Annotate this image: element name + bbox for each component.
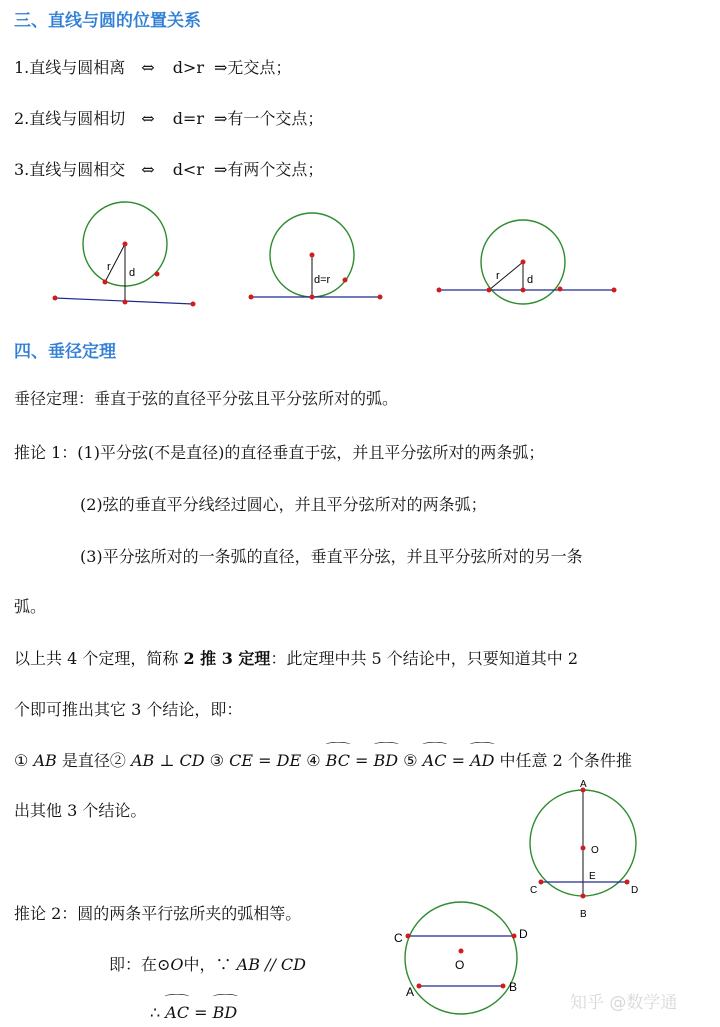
fig5-label-c: C xyxy=(394,931,403,945)
fig4-label-a: A xyxy=(580,779,587,790)
corollary-1-line-4: 弧。 xyxy=(14,597,47,616)
fig1-r-label: r xyxy=(107,261,111,273)
section-4-title: 四、垂径定理 xyxy=(14,342,116,362)
fig4-label-o: O xyxy=(591,845,599,856)
figure-perpendicular-diameter xyxy=(530,779,638,920)
fig5-label-d: D xyxy=(519,927,528,941)
fig4-label-b: B xyxy=(580,909,587,920)
figure-intersect xyxy=(437,220,617,304)
summary-line-2: 个即可推出其它 3 个结论，即： xyxy=(14,700,243,719)
corollary-1-line-2: (2)弦的垂直平分线经过圆心，并且平分弦所对的两条弧； xyxy=(80,495,487,514)
figure-parallel-chords xyxy=(394,902,528,1014)
conditions-line: ① AB 是直径② AB ⊥ CD ③ CE = DE ④ ⌒ BC = ⌒ BD ⑤ ⌒ AC = ⌒ AD 中任意 2 个条件推 xyxy=(14,748,632,771)
figure-tangent xyxy=(249,213,383,300)
conditions-line-2: 出其他 3 个结论。 xyxy=(14,801,147,820)
corollary-2-conclusion: ∴ ⌒ AC = ⌒ BD xyxy=(150,1003,237,1022)
fig4-label-e: E xyxy=(589,871,596,882)
watermark: 知乎 @数学通 xyxy=(570,993,678,1013)
rule-tangent: 2.直线与圆相切 ⇔ d=r ⇒有一个交点； xyxy=(14,109,324,128)
rule-intersect: 3.直线与圆相交 ⇔ d<r ⇒有两个交点； xyxy=(14,160,324,179)
fig4-label-c: C xyxy=(530,885,538,896)
fig5-label-b: B xyxy=(509,980,518,994)
fig1-d-label: d xyxy=(129,267,136,279)
summary-line-1: 以上共 4 个定理，简称 2 推 3 定理：此定理中共 5 个结论中，只要知道其中 2 xyxy=(14,649,579,668)
fig3-d-label: d xyxy=(527,274,534,286)
fig2-d-label: d=r xyxy=(314,274,331,286)
section-3-title: 三、直线与圆的位置关系 xyxy=(14,11,201,31)
rule-separate: 1.直线与圆相离 ⇔ d>r ⇒无交点； xyxy=(14,58,292,77)
fig5-label-a: A xyxy=(406,985,415,999)
figure-separate xyxy=(53,202,196,307)
fig5-label-o: O xyxy=(455,958,465,972)
corollary-2-given: 即：在⊙O中，∵ AB // CD xyxy=(109,955,306,974)
corollary-1-line-3: (3)平分弦所对的一条弧的直径，垂直平分弦，并且平分弦所对的另一条 xyxy=(80,547,583,566)
corollary-1-line-1: 推论 1：(1)平分弦(不是直径)的直径垂直于弦，并且平分弦所对的两条弧； xyxy=(14,443,545,462)
theorem-statement: 垂径定理：垂直于弦的直径平分弦且平分弦所对的弧。 xyxy=(14,389,399,408)
fig3-r-label: r xyxy=(496,270,500,282)
corollary-2: 推论 2：圆的两条平行弦所夹的弧相等。 xyxy=(14,904,302,923)
fig4-label-d: D xyxy=(631,885,639,896)
